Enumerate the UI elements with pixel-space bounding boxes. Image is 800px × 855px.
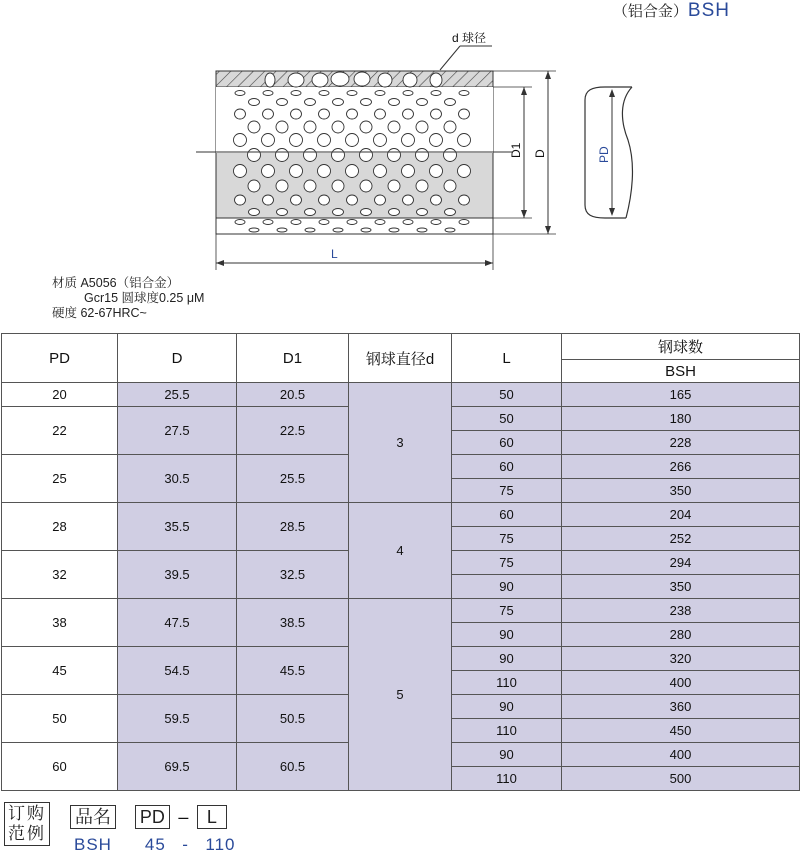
ball (248, 121, 260, 133)
pd-cell: 45 (2, 647, 118, 695)
ball-count-cell: 400 (562, 743, 800, 767)
d1-cell: 60.5 (237, 743, 349, 791)
d-cell: 35.5 (118, 503, 237, 551)
example-sep: - (182, 835, 189, 854)
l-cell: 60 (452, 503, 562, 527)
ball (375, 195, 386, 205)
d1-cell: 22.5 (237, 407, 349, 455)
ball (374, 134, 387, 147)
ball (431, 195, 442, 205)
ball (304, 149, 317, 162)
ball (319, 91, 329, 96)
ball (459, 91, 469, 96)
pd-cell: 50 (2, 695, 118, 743)
header-d: D (118, 334, 237, 383)
header-ball-count: 钢球数 (562, 334, 800, 360)
ball (319, 109, 330, 119)
ball (417, 228, 427, 232)
ball (291, 220, 301, 225)
ball (346, 165, 359, 178)
ball (319, 220, 329, 225)
ball-count-cell: 180 (562, 407, 800, 431)
ball (304, 121, 316, 133)
ball (332, 121, 344, 133)
table-row (2, 599, 800, 623)
l-cell: 75 (452, 551, 562, 575)
ball (318, 134, 331, 147)
part-name-box: 品名 (70, 805, 116, 829)
material-line: 材质 A5056（铝合金） (52, 276, 180, 290)
ball (403, 91, 413, 96)
ball (319, 195, 330, 205)
order-dash: – (178, 807, 189, 827)
ball (347, 109, 358, 119)
d1-cell: 32.5 (237, 551, 349, 599)
ball (291, 109, 302, 119)
l-cell: 75 (452, 599, 562, 623)
ball (459, 109, 470, 119)
ball-diameter-cell: 4 (349, 503, 452, 599)
ball (388, 149, 401, 162)
product-code: BSH (687, 0, 730, 21)
d1-cell: 45.5 (237, 647, 349, 695)
ball (312, 73, 328, 87)
ball-count-cell: 360 (562, 695, 800, 719)
ball (360, 121, 372, 133)
ball (332, 149, 345, 162)
l-cell: 50 (452, 383, 562, 407)
ball (332, 180, 344, 192)
ball (235, 220, 245, 225)
ball (378, 73, 392, 87)
ball (445, 228, 455, 232)
ball (458, 165, 471, 178)
ball (459, 195, 470, 205)
pd-dimension-label: PD (597, 146, 611, 163)
l-cell: 90 (452, 623, 562, 647)
ball (263, 91, 273, 96)
ball (235, 195, 246, 205)
l-cell: 60 (452, 455, 562, 479)
ball (248, 180, 260, 192)
d-cell: 25.5 (118, 383, 237, 407)
order-label (4, 802, 50, 846)
ball-count-cell: 204 (562, 503, 800, 527)
ball (389, 209, 400, 216)
ball-count-cell: 350 (562, 479, 800, 503)
ball (347, 91, 357, 96)
ball (416, 180, 428, 192)
ball-material-line: Gcr15 圆球度0.25 μM (84, 291, 205, 305)
d1-cell: 38.5 (237, 599, 349, 647)
ball (431, 220, 441, 225)
ball (276, 149, 289, 162)
l-dimension-label: L (331, 247, 338, 261)
ball (276, 121, 288, 133)
ball (375, 91, 385, 96)
d1-cell: 20.5 (237, 383, 349, 407)
d1-cell: 50.5 (237, 695, 349, 743)
example-l: 110 (205, 835, 236, 854)
ball (445, 209, 456, 216)
ball (361, 99, 372, 106)
pd-cell: 22 (2, 407, 118, 455)
ball (305, 228, 315, 232)
ball (291, 91, 301, 96)
ball (389, 228, 399, 232)
ball (444, 121, 456, 133)
l-cell: 50 (452, 407, 562, 431)
ball (416, 149, 429, 162)
ball (263, 195, 274, 205)
material-spec (52, 276, 204, 321)
l-box: L (197, 805, 227, 829)
ball (374, 165, 387, 178)
ball (360, 180, 372, 192)
ball (262, 165, 275, 178)
ball (290, 165, 303, 178)
header-bsh: BSH (562, 360, 800, 383)
l-cell: 90 (452, 647, 562, 671)
l-cell: 110 (452, 671, 562, 695)
ball (459, 220, 469, 225)
ball (276, 180, 288, 192)
ball (305, 209, 316, 216)
ball (235, 91, 245, 96)
ball (403, 195, 414, 205)
ball-diameter-cell: 5 (349, 599, 452, 791)
header-l: L (452, 334, 562, 383)
order-label-line2: 范例 (8, 824, 46, 843)
ball (249, 99, 260, 106)
ball (263, 109, 274, 119)
ball-count-cell: 350 (562, 575, 800, 599)
ball (354, 72, 370, 86)
l-cell: 75 (452, 527, 562, 551)
ball (445, 99, 456, 106)
d-cell: 47.5 (118, 599, 237, 647)
ball (304, 180, 316, 192)
ball (402, 165, 415, 178)
ball (265, 73, 275, 87)
product-title (613, 0, 730, 22)
table-row (2, 383, 800, 407)
pd-cell: 28 (2, 503, 118, 551)
hardness-line: 硬度 62-67HRC~ (52, 306, 147, 320)
ball (430, 134, 443, 147)
pd-cell: 20 (2, 383, 118, 407)
ball (431, 91, 441, 96)
ball (249, 209, 260, 216)
ball (249, 228, 259, 232)
ball (277, 209, 288, 216)
ball (288, 73, 304, 87)
spec-table (1, 333, 800, 791)
ball (403, 109, 414, 119)
ball (290, 134, 303, 147)
ball-diameter-label: d 球径 (452, 31, 487, 45)
header-pd: PD (2, 334, 118, 383)
l-cell: 110 (452, 767, 562, 791)
ball-count-cell: 238 (562, 599, 800, 623)
ball-count-cell: 294 (562, 551, 800, 575)
ball-count-cell: 266 (562, 455, 800, 479)
l-cell: 110 (452, 719, 562, 743)
l-cell: 75 (452, 479, 562, 503)
pd-cell: 25 (2, 455, 118, 503)
ball (430, 165, 443, 178)
d1-dimension-label: D1 (509, 142, 523, 158)
header-d1: D1 (237, 334, 349, 383)
ball (388, 121, 400, 133)
ball (375, 220, 385, 225)
ball (388, 180, 400, 192)
ball (235, 109, 246, 119)
d-cell: 27.5 (118, 407, 237, 455)
ball (403, 220, 413, 225)
pd-box: PD (135, 805, 170, 829)
ball-count-cell: 228 (562, 431, 800, 455)
example-pd: 45 (144, 835, 166, 854)
d1-cell: 25.5 (237, 455, 349, 503)
ball (431, 109, 442, 119)
d-cell: 59.5 (118, 695, 237, 743)
ball (333, 228, 343, 232)
ball (234, 134, 247, 147)
d-cell: 54.5 (118, 647, 237, 695)
d-cell: 30.5 (118, 455, 237, 503)
ball (333, 209, 344, 216)
l-cell: 90 (452, 575, 562, 599)
ball (402, 134, 415, 147)
ball-count-cell: 165 (562, 383, 800, 407)
ball-diameter-cell: 3 (349, 383, 452, 503)
ball-count-cell: 500 (562, 767, 800, 791)
ball (389, 99, 400, 106)
header-ball-diameter: 钢球直径d (349, 334, 452, 383)
ball (430, 73, 442, 87)
example-code: BSH (74, 835, 112, 854)
ball (416, 121, 428, 133)
ball-count-cell: 320 (562, 647, 800, 671)
bushing-drawing (0, 30, 800, 275)
ball (361, 228, 371, 232)
ball (277, 99, 288, 106)
ball (318, 165, 331, 178)
ball (234, 165, 247, 178)
ball (444, 180, 456, 192)
table-row (2, 503, 800, 527)
ball-count-cell: 252 (562, 527, 800, 551)
ball (347, 220, 357, 225)
ball (403, 73, 417, 87)
ball (263, 220, 273, 225)
ball (331, 72, 349, 86)
pd-cell: 60 (2, 743, 118, 791)
l-cell: 90 (452, 695, 562, 719)
ball (361, 209, 372, 216)
ball (458, 134, 471, 147)
d-dimension-label: D (533, 149, 547, 158)
ball (277, 228, 287, 232)
pd-cell: 38 (2, 599, 118, 647)
ball (417, 99, 428, 106)
ball-count-cell: 280 (562, 623, 800, 647)
l-cell: 60 (452, 431, 562, 455)
ball-count-cell: 450 (562, 719, 800, 743)
ball (417, 209, 428, 216)
ball-count-cell: 400 (562, 671, 800, 695)
l-cell: 90 (452, 743, 562, 767)
pd-cell: 32 (2, 551, 118, 599)
d-cell: 69.5 (118, 743, 237, 791)
d1-cell: 28.5 (237, 503, 349, 551)
ball (444, 149, 457, 162)
material-note: （铝合金） (612, 3, 688, 20)
ball (262, 134, 275, 147)
ball (375, 109, 386, 119)
d-cell: 39.5 (118, 551, 237, 599)
ball (346, 134, 359, 147)
ball (333, 99, 344, 106)
ball (248, 149, 261, 162)
ball (347, 195, 358, 205)
ball (360, 149, 373, 162)
ball (291, 195, 302, 205)
ball (305, 99, 316, 106)
order-label-line1: 订购 (8, 804, 46, 823)
